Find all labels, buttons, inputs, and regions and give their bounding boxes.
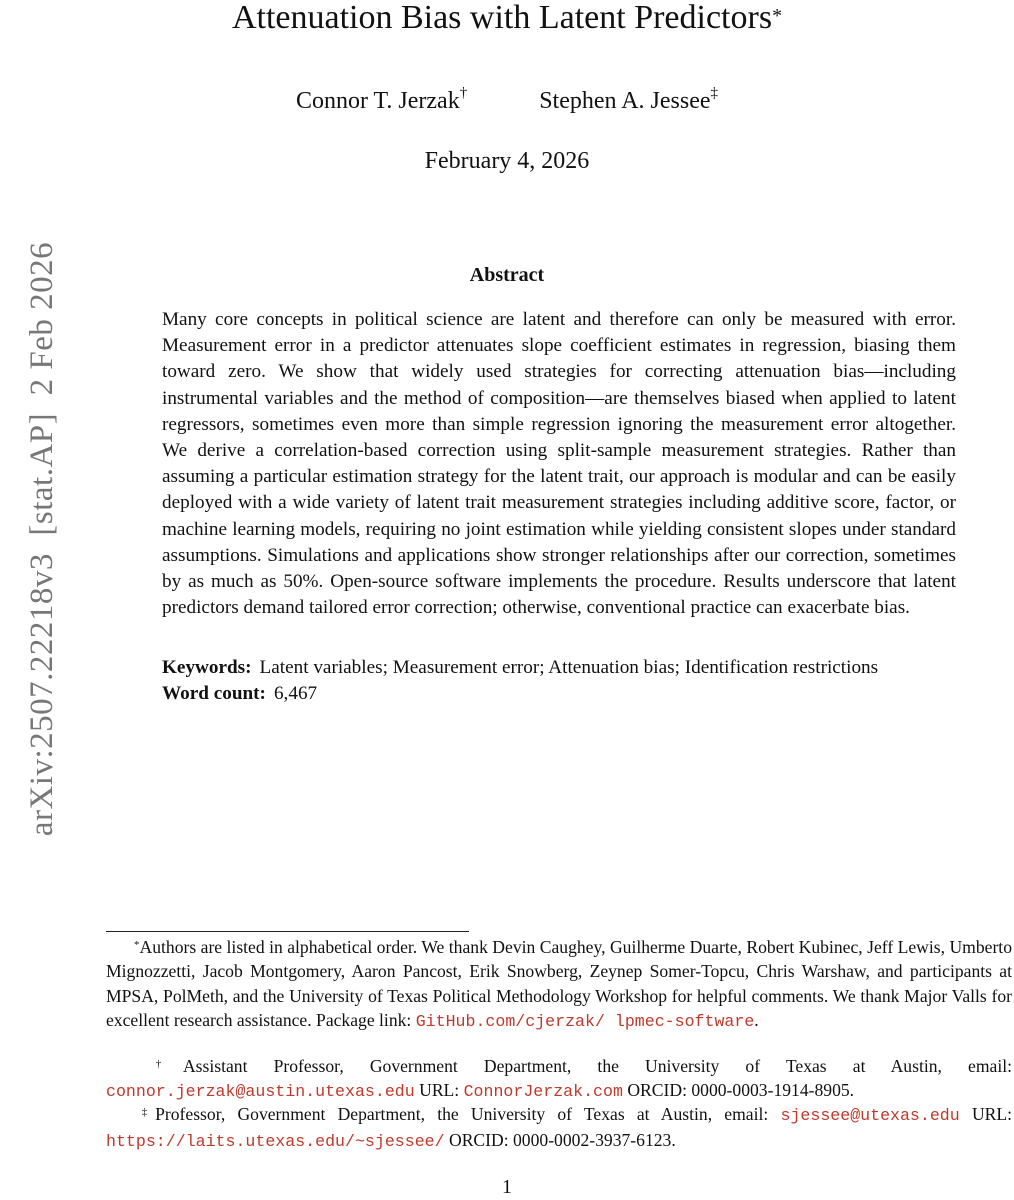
title-text: Attenuation Bias with Latent Predictors — [231, 0, 773, 36]
keywords-line — [162, 655, 956, 681]
wordcount-label: Word count: — [162, 683, 266, 704]
footnote-1-text: Authors are listed in alphabetical order. We thank Devin Caughey, Guilherme Duarte, Robert Kubinec, Jeff Lewis, Umberto Mignozzetti, Jacob Montgomery, Aaron Pancost, Erik Snowberg, Zeynep Somer-Topcu, Chris Warshaw, and participants at MPSA, PolMeth, and the University of Texas Political Methodology Workshop for helpful comments. We thank Major Valls for excellent research assistance. Package link: — [106, 937, 1012, 1031]
paper-title — [0, 0, 1014, 44]
keywords-block — [162, 655, 956, 707]
jerzak-orcid: ORCID: 0000-0003-1914-8905. — [627, 1080, 855, 1101]
title-footnote-mark: * — [772, 5, 783, 27]
wordcount-line — [162, 681, 956, 707]
paper-date: February 4, 2026 — [424, 148, 590, 174]
footnote-2-text: Assistant Professor, Government Department, the University of Texas at Austin, email: — [182, 1056, 1012, 1076]
abstract-heading: Abstract — [469, 264, 545, 286]
author-1: Connor T. Jerzak† — [295, 85, 468, 114]
footnote-3-text: Professor, Government Department, the University of Texas at Austin, email: — [155, 1104, 769, 1124]
page-number: 1 — [502, 1176, 512, 1198]
abstract-body: Many core concepts in political science are latent and therefore can only be measured with error. Measurement error in a predictor attenuates slope coefficient estimates in regression, biasing them toward zero. We show that widely used strategies for correcting attenuation bias—including instrumental variables and the method of composition—are themselves biased when applied to latent regressors, sometimes even more than simple regression ignoring the measurement error altogether. We derive a correlation-based correction using split-sample measurement strategies. Rather than assuming a particular estimation strategy for the latent trait, our approach is modular and can be easily deployed with a wide variety of latent trait measurement strategies including additive score, factor, or machine learning models, requiring no joint estimation while yielding consistent slopes under standard assumptions. Simulations and applications show stronger relationships after our correction, sometimes by as much as 50%. Open-source software implements the procedure. Results underscore that latent predictors demand tailored error correction; otherwise, conventional practice can exacerbate bias. — [162, 309, 956, 619]
footnote-2-mark: † — [134, 1058, 183, 1070]
keywords-text: Latent variables; Measurement error; Attenuation bias; Identification restrictions — [259, 657, 879, 678]
jessee-email-link[interactable]: sjessee@utexas.edu — [780, 1106, 960, 1125]
jerzak-url-link[interactable]: ConnorJerzak.com — [463, 1082, 623, 1102]
author-2: Stephen A. Jessee‡ — [539, 85, 719, 114]
footnote-1: *Authors are listed in alphabetical order. We thank Devin Caughey, Guilherme Duarte, Robert Kubinec, Jeff Lewis, Umberto Mignozzetti, Jacob Montgomery, Aaron Pancost, Erik Snowberg, Zeynep Somer-Topcu, Chris Warshaw, and participants at MPSA, PolMeth, and the University of Texas Political Methodology Workshop for helpful comments. We thank Major Valls for excellent research assistance. Package link: GitHub.com/cjerzak/ lpmec-software. — [106, 937, 1012, 1032]
footnote-3-mark: ‡ — [134, 1106, 156, 1118]
footnote-2: †Assistant Professor, Government Department, the University of Texas at Austin, email: connor.jerzak@austin.utexas.edu URL: ConnorJerzak.com ORCID: 0000-0003-1914-8905. — [106, 1056, 1012, 1102]
package-link[interactable]: GitHub.com/cjerzak/ lpmec-software — [415, 1012, 755, 1032]
arxiv-sidebar-id: arXiv:2507.22218v3 [stat.AP] 2 Feb 2026 — [24, 241, 60, 837]
author-1-mark: † — [459, 85, 468, 101]
footnote-1-mark: * — [134, 939, 140, 951]
footnote-3: ‡Professor, Government Department, the University of Texas at Austin, email: sjessee@utexas.edu URL: https://laits.utexas.edu/~sjessee/ ORCID: 0000-0002-3937-6123. — [106, 1104, 1013, 1152]
jessee-orcid: ORCID: 0000-0002-3937-6123. — [448, 1130, 676, 1151]
footnote-rule — [106, 931, 469, 932]
jerzak-email-link[interactable]: connor.jerzak@austin.utexas.edu — [106, 1082, 415, 1102]
author-2-mark: ‡ — [710, 85, 719, 101]
keywords-label: Keywords: — [162, 657, 252, 678]
author-list — [0, 85, 1014, 115]
wordcount-value: 6,467 — [273, 683, 318, 704]
jessee-url-link[interactable]: https://laits.utexas.edu/~sjessee/ — [106, 1132, 445, 1152]
